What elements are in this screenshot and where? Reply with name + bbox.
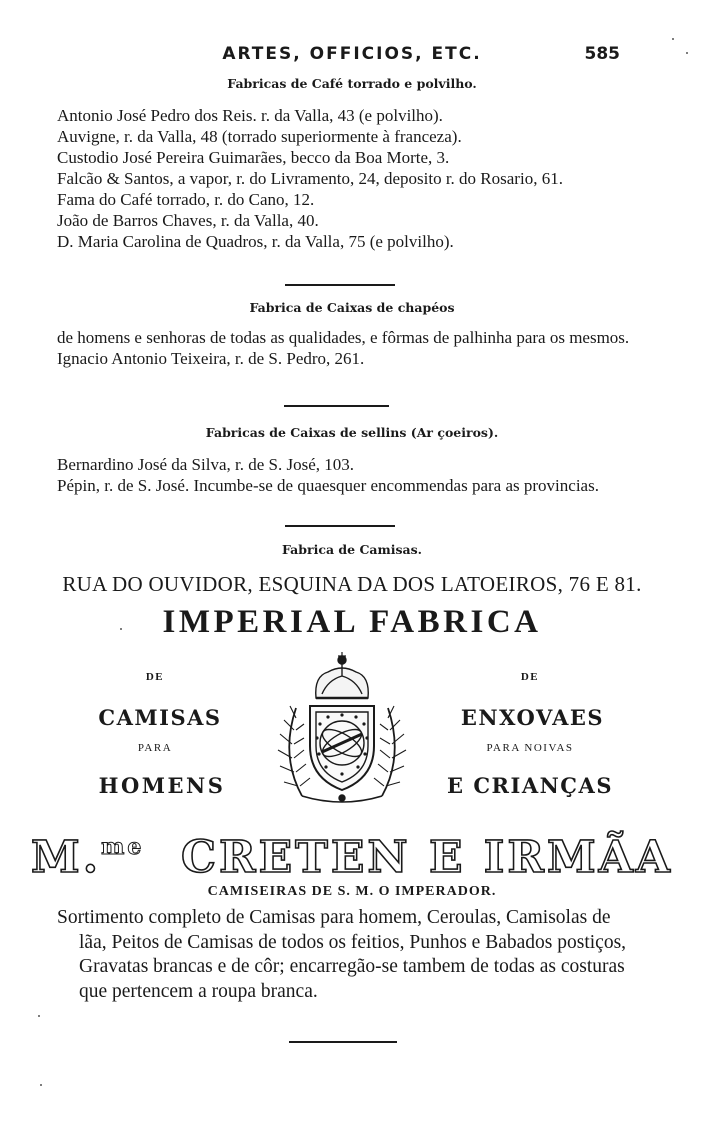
section-entries-cafe bbox=[57, 105, 637, 252]
list-item: João de Barros Chaves, r. da Valla, 40. bbox=[57, 211, 319, 230]
advert-body-text: Sortimento completo de Camisas para homem, Ceroulas, Camisolas de lãa, Peitos de Camisas de todos os feitios, Punhos e Babados postiços, Gravatas brancas e de côr; encarregão-se tambem de todas as costuras que pertencem a roupa branca. bbox=[57, 907, 627, 1002]
section-divider bbox=[289, 1041, 397, 1043]
left-word-camisas: CAMISAS bbox=[98, 705, 222, 730]
firm-name bbox=[0, 822, 704, 883]
right-de: DE bbox=[520, 671, 540, 683]
shop-address: RUA DO OUVIDOR, ESQUINA DA DOS LATOEIROS, 76 E 81. bbox=[62, 572, 642, 596]
list-item: Pépin, r. de S. José. Incumbe-se de quaesquer encommendas para as provincias. bbox=[57, 476, 599, 495]
scan-speck bbox=[672, 38, 674, 40]
list-item: Custodio José Pereira Guimarães, becco da Boa Morte, 3. bbox=[57, 148, 450, 167]
advert-body bbox=[57, 906, 637, 1004]
section-heading-camisas: Fabrica de Camisas. bbox=[281, 542, 423, 557]
scan-speck bbox=[686, 52, 688, 54]
running-title: ARTES, OFFICIOS, ETC. bbox=[222, 44, 482, 64]
section-divider bbox=[285, 525, 395, 527]
list-item: Bernardino José da Silva, r. de S. José, 103. bbox=[57, 455, 354, 474]
list-item: D. Maria Carolina de Quadros, r. da Valla, 75 (e polvilho). bbox=[57, 232, 454, 251]
advert-byline: CAMISEIRAS DE S. M. O IMPERADOR. bbox=[207, 884, 497, 899]
imperial-coat-of-arms-icon bbox=[258, 646, 426, 808]
section-heading-sellins: Fabricas de Caixas de sellins (Ar çoeiros). bbox=[205, 425, 499, 440]
section-heading-cafe: Fabricas de Café torrado e polvilho. bbox=[227, 76, 477, 91]
section-divider bbox=[285, 284, 395, 286]
left-para: PARA bbox=[137, 742, 173, 754]
section-heading-chapeos: Fabrica de Caixas de chapéos bbox=[249, 300, 455, 315]
list-item: Auvigne, r. da Valla, 48 (torrado superiormente à franceza). bbox=[57, 127, 462, 146]
list-item: Ignacio Antonio Teixeira, r. de S. Pedro, 261. bbox=[57, 349, 365, 368]
right-word-enxovaes: ENXOVAES bbox=[460, 705, 605, 730]
section-divider bbox=[284, 405, 389, 407]
left-word-homens: HOMENS bbox=[98, 773, 226, 798]
firm-name-text: CRETEN E IRMÃA bbox=[181, 832, 673, 883]
section-entries-chapeos bbox=[57, 327, 637, 369]
running-head bbox=[0, 44, 704, 68]
list-item: Antonio José Pedro dos Reis. r. da Valla, 43 (e polvilho). bbox=[57, 106, 443, 125]
scan-speck bbox=[120, 628, 122, 630]
left-de: DE bbox=[145, 671, 165, 683]
list-item: de homens e senhoras de todas as qualidades, e fôrmas de palhinha para os mesmos. bbox=[57, 328, 630, 347]
scan-speck bbox=[40, 1084, 42, 1086]
advert-headline: IMPERIAL FABRICA bbox=[162, 604, 542, 640]
firm-superscript: me bbox=[101, 834, 145, 860]
right-word-criancas: E CRIANÇAS bbox=[447, 773, 613, 798]
section-entries-sellins bbox=[57, 454, 637, 496]
scan-speck bbox=[38, 1015, 40, 1017]
list-item: Falcão & Santos, a vapor, r. do Livramento, 24, deposito r. do Rosario, 61. bbox=[57, 169, 563, 188]
page-number: 585 bbox=[584, 44, 620, 64]
right-para-noivas: PARA NOIVAS bbox=[486, 742, 574, 754]
list-item: Fama do Café torrado, r. do Cano, 12. bbox=[57, 190, 315, 209]
firm-prefix: M. bbox=[31, 832, 102, 883]
